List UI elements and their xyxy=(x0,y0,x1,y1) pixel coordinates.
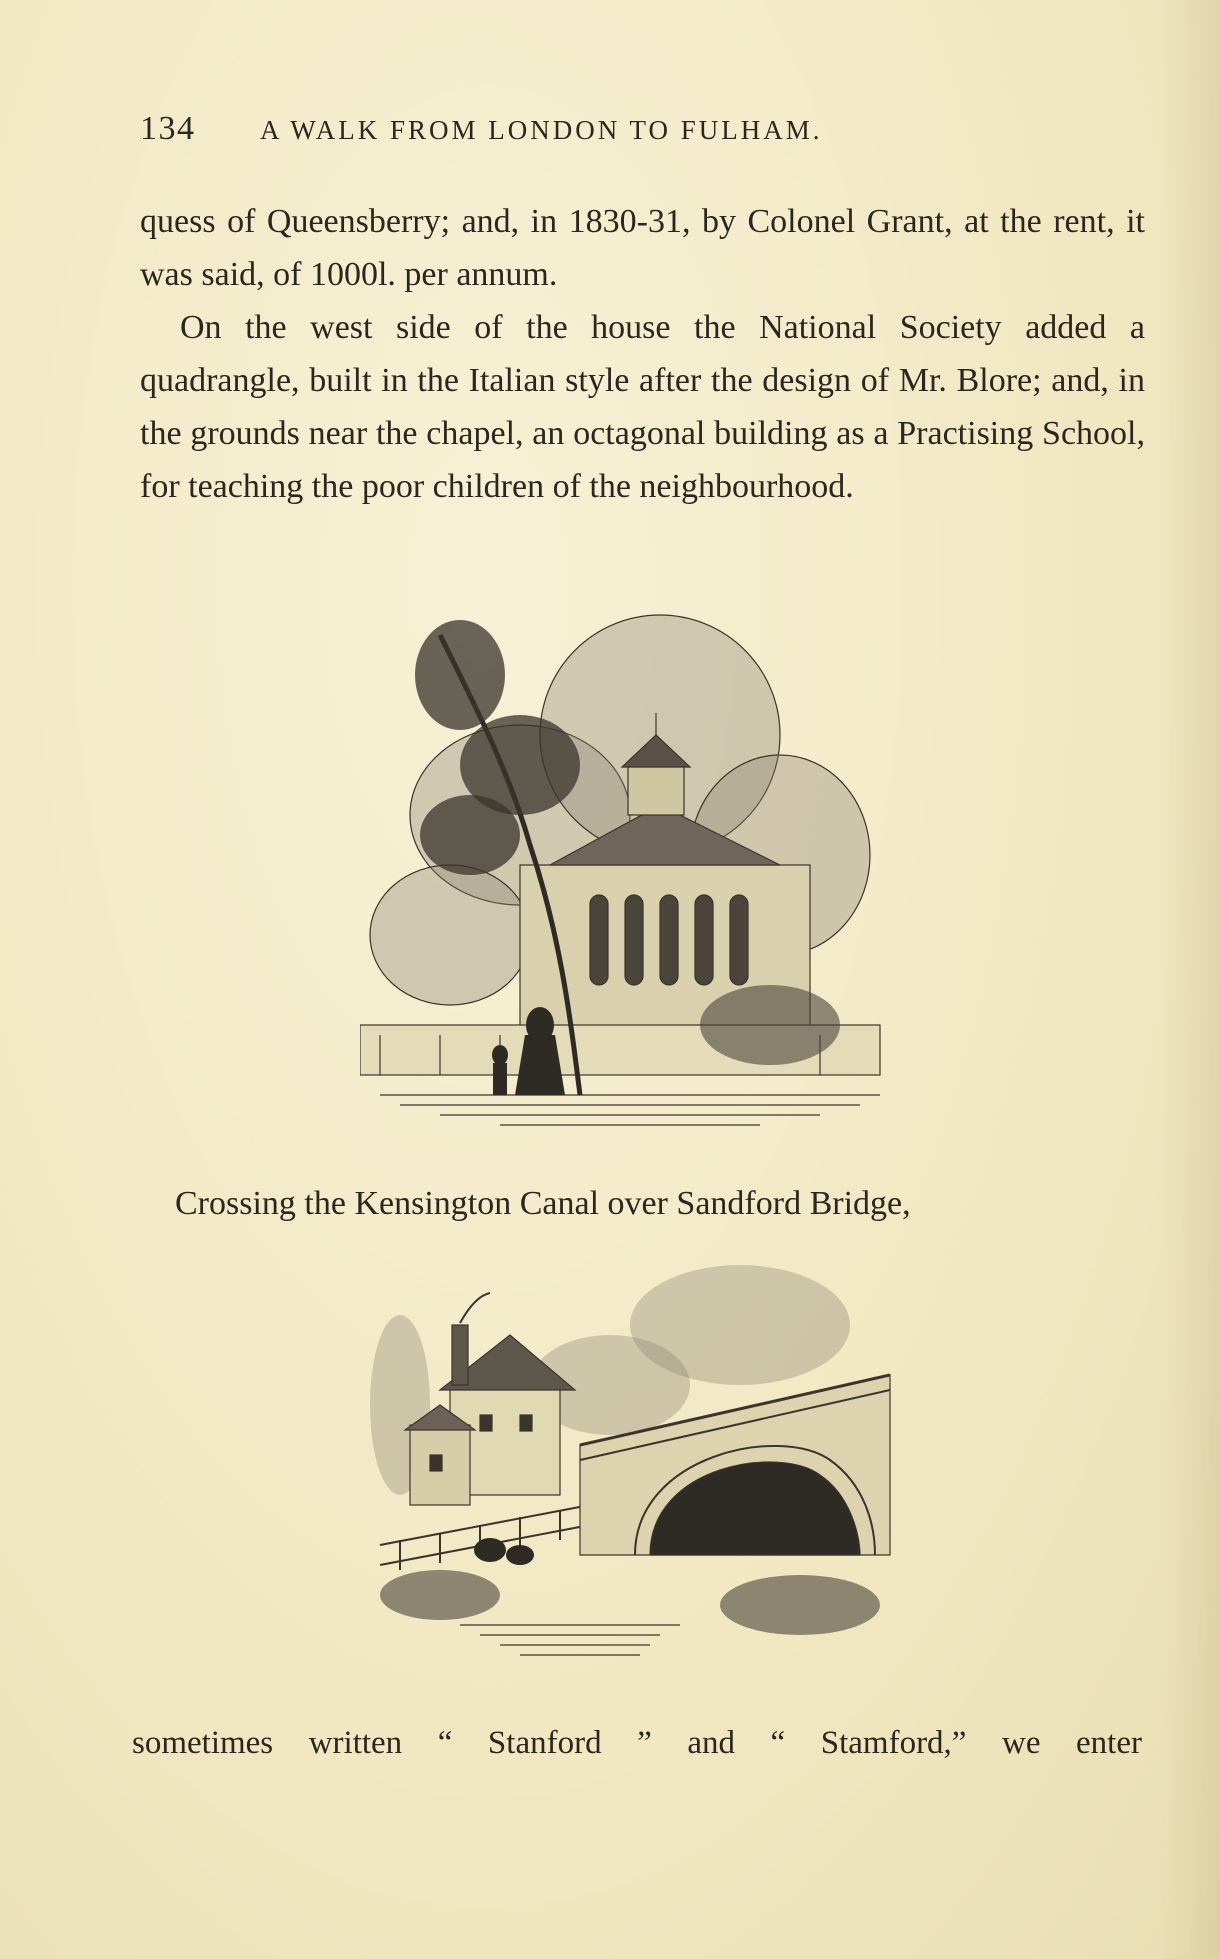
running-title: A WALK FROM LONDON TO FULHAM. xyxy=(260,115,823,145)
page-number: 134 xyxy=(140,110,196,147)
text-line-stanford: sometimes written “ Stanford ” and “ Stamford,” we enter xyxy=(132,1725,1142,1761)
paragraph-continuation: quess of Queensberry; and, in 1830-31, by Colonel Grant, at the rent, it was said, of 1000l. per annum. xyxy=(140,203,1145,293)
text-line-kensington-canal: Crossing the Kensington Canal over Sandford Bridge, xyxy=(175,1185,911,1222)
ground-hatching xyxy=(380,1095,880,1125)
octagonal-school-engraving xyxy=(360,595,920,1155)
sandford-bridge-engraving xyxy=(360,1255,920,1705)
page-edge-shadow xyxy=(1160,0,1220,1959)
page-header xyxy=(140,110,1040,148)
paragraph-national-society: On the west side of the house the National Society added a quadrangle, built in the Italian style after the design of Mr. Blore; and, in the grounds near the chapel, an octagonal building as a Practising School, for teaching the poor children of the neighbourhood. xyxy=(140,309,1145,505)
